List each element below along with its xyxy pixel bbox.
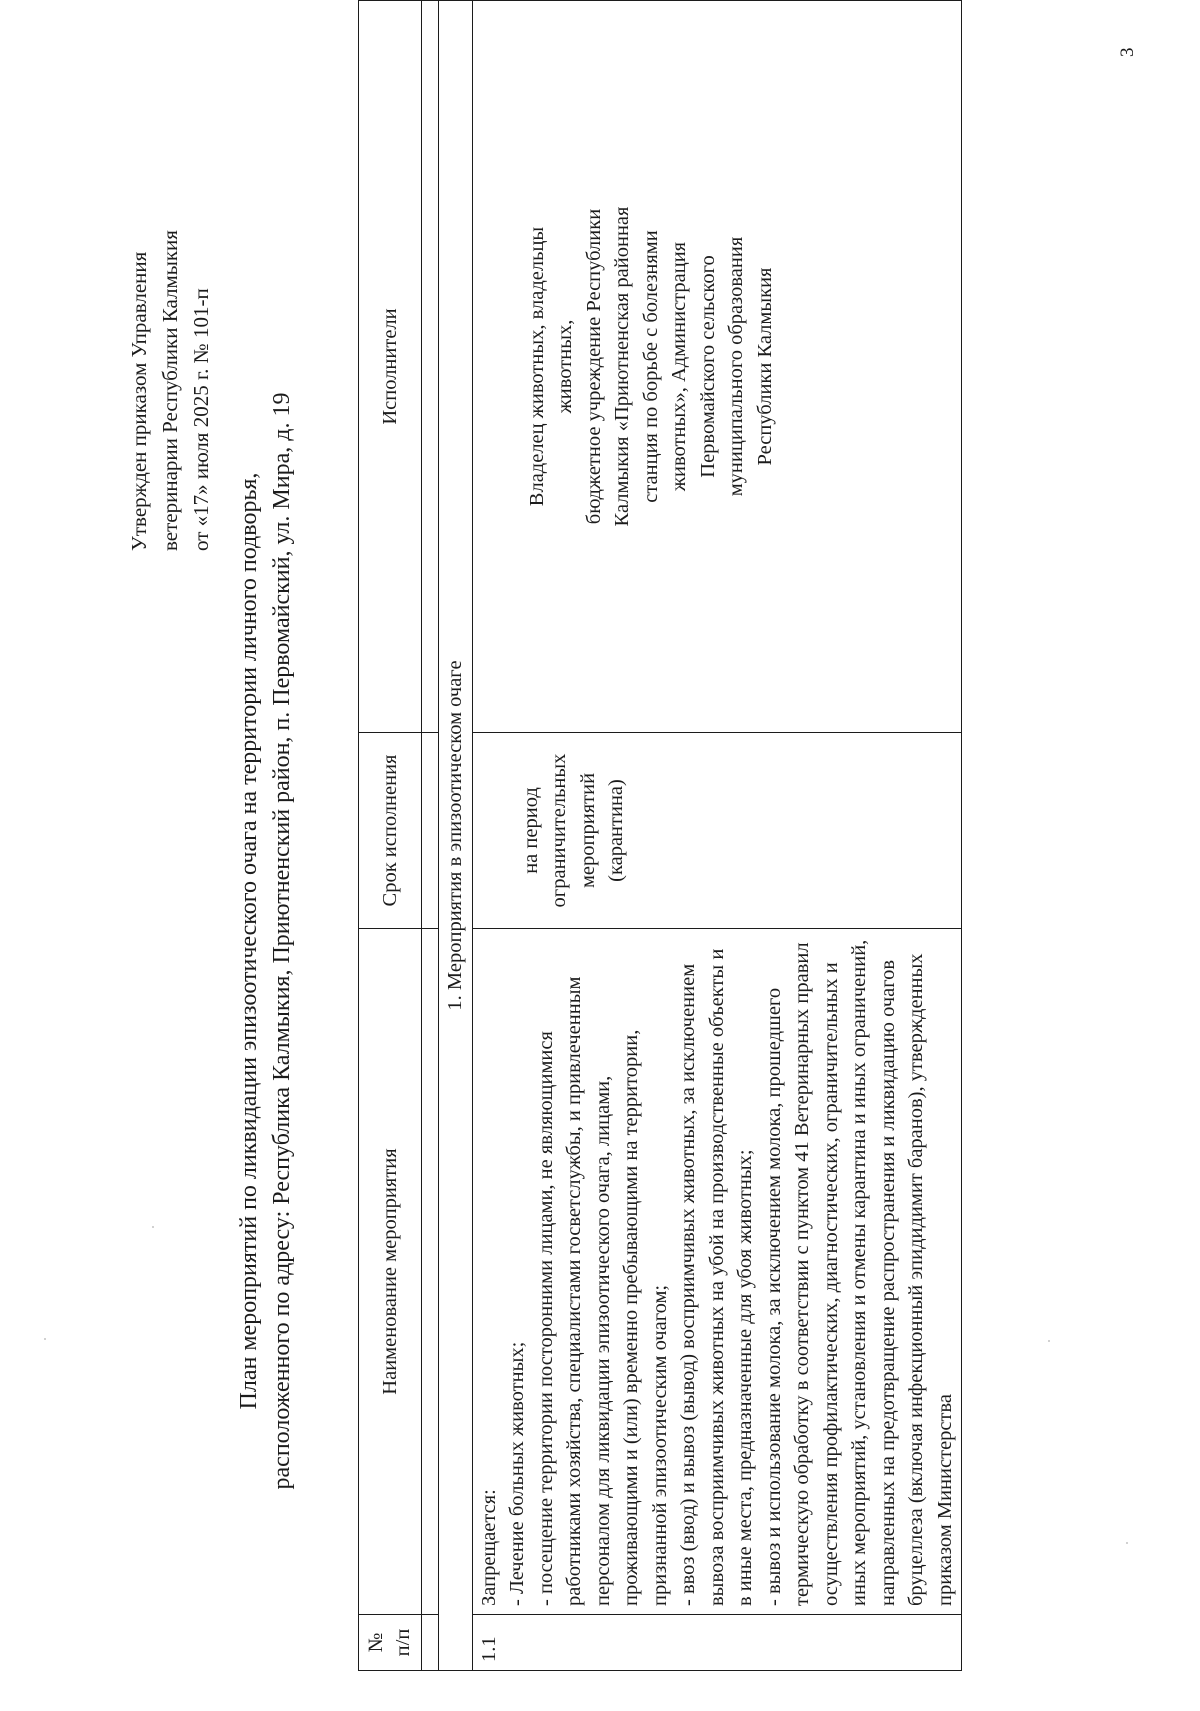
title-line-1: План мероприятий по ликвидации эпизоотического очага на территории личного подворья, xyxy=(236,472,262,1410)
measure-item: - вывоз и использование молока, за исключением молока, прошедшего термическую обработку в соответствии с пунктом 41 Ветеринарных правил осуществления профилактических, диагностических, ограничительных и иных мероприятий, установления и отмены карантина и иных ограничений, направленных на предотвращение распространения и ликвидацию очагов бруцеллеза (включая инфекционный эпидидимит баранов), утвержденных приказом Министерства xyxy=(762,939,956,1606)
header-term: Срок исполнения xyxy=(359,733,422,929)
title-line-2: расположенного по адресу: Республика Калмыкия, Приютненский район, п. Первомайский, ул. Мира, д. 19 xyxy=(269,392,295,1490)
executor-line: Республики Калмыкия xyxy=(753,267,776,466)
scan-speck xyxy=(1126,1542,1128,1544)
table-header-row xyxy=(359,1,422,1671)
row-num: 1.1 xyxy=(472,1615,962,1671)
section-row xyxy=(439,1,473,1671)
approval-line: Утвержден приказом Управления xyxy=(127,251,151,551)
executor-line: Первомайского сельского xyxy=(696,255,719,478)
executor-line: животных», Администрация xyxy=(668,241,690,492)
scan-speck xyxy=(44,1338,46,1340)
executor-line: бюджетное учреждение Республики xyxy=(582,208,605,525)
approval-line: ветеринарии Республики Калмыкия xyxy=(158,230,182,551)
executor-line: Калмыкия «Приютненская районная xyxy=(611,206,633,527)
table-row xyxy=(472,1,962,1671)
spacer-row xyxy=(422,1,439,1671)
document-title xyxy=(233,251,299,1631)
term-line: ограничительных xyxy=(548,753,570,908)
header-executors: Исполнители xyxy=(359,1,422,733)
page-number: 3 xyxy=(1117,47,1138,57)
scan-speck xyxy=(1048,1340,1050,1342)
measure-item: - ввоз (ввод) и вывоз (вывод) восприимчивых животных, за исключением вывоза восприимчивых животных на убой на производственные объекты и в иные места, предназначенные для убоя животных; xyxy=(677,948,756,1606)
executor-line: станция по борьбе с болезнями xyxy=(639,230,662,503)
term-line: на период xyxy=(519,787,542,874)
term-line: мероприятий xyxy=(576,772,599,889)
approval-stamp xyxy=(124,91,217,551)
measures-table xyxy=(358,0,962,1671)
row-term xyxy=(472,733,962,929)
row-measures xyxy=(472,929,962,1615)
section-title: 1. Мероприятия в эпизоотическом очаге xyxy=(439,1,473,1671)
measure-item: Запрещается: xyxy=(477,1489,500,1606)
row-executors xyxy=(472,1,962,733)
scan-speck xyxy=(152,1226,154,1228)
measure-item: - посещение территории посторонними лицами, не являющимися работниками хозяйства, специалистами госветслужбы, и привлеченным персоналом для ликвидации эпизоотического очага, лицами, проживающими и (или) временно пребывающими на территории, признанной эпизоотическим очагом; xyxy=(534,976,671,1606)
measure-item: - Лечение больных животных; xyxy=(506,1341,528,1606)
executor-line: муниципального образования xyxy=(725,236,747,497)
term-line: (карантина) xyxy=(605,779,627,882)
executor-line: Владелец животных, владельцы xyxy=(525,226,548,507)
approval-line: от «17» июля 2025 г. № 101-п xyxy=(189,288,213,551)
header-name: Наименование мероприятия xyxy=(359,929,422,1615)
header-num: № п/п xyxy=(359,1615,422,1671)
executor-line: животных, xyxy=(554,319,576,414)
